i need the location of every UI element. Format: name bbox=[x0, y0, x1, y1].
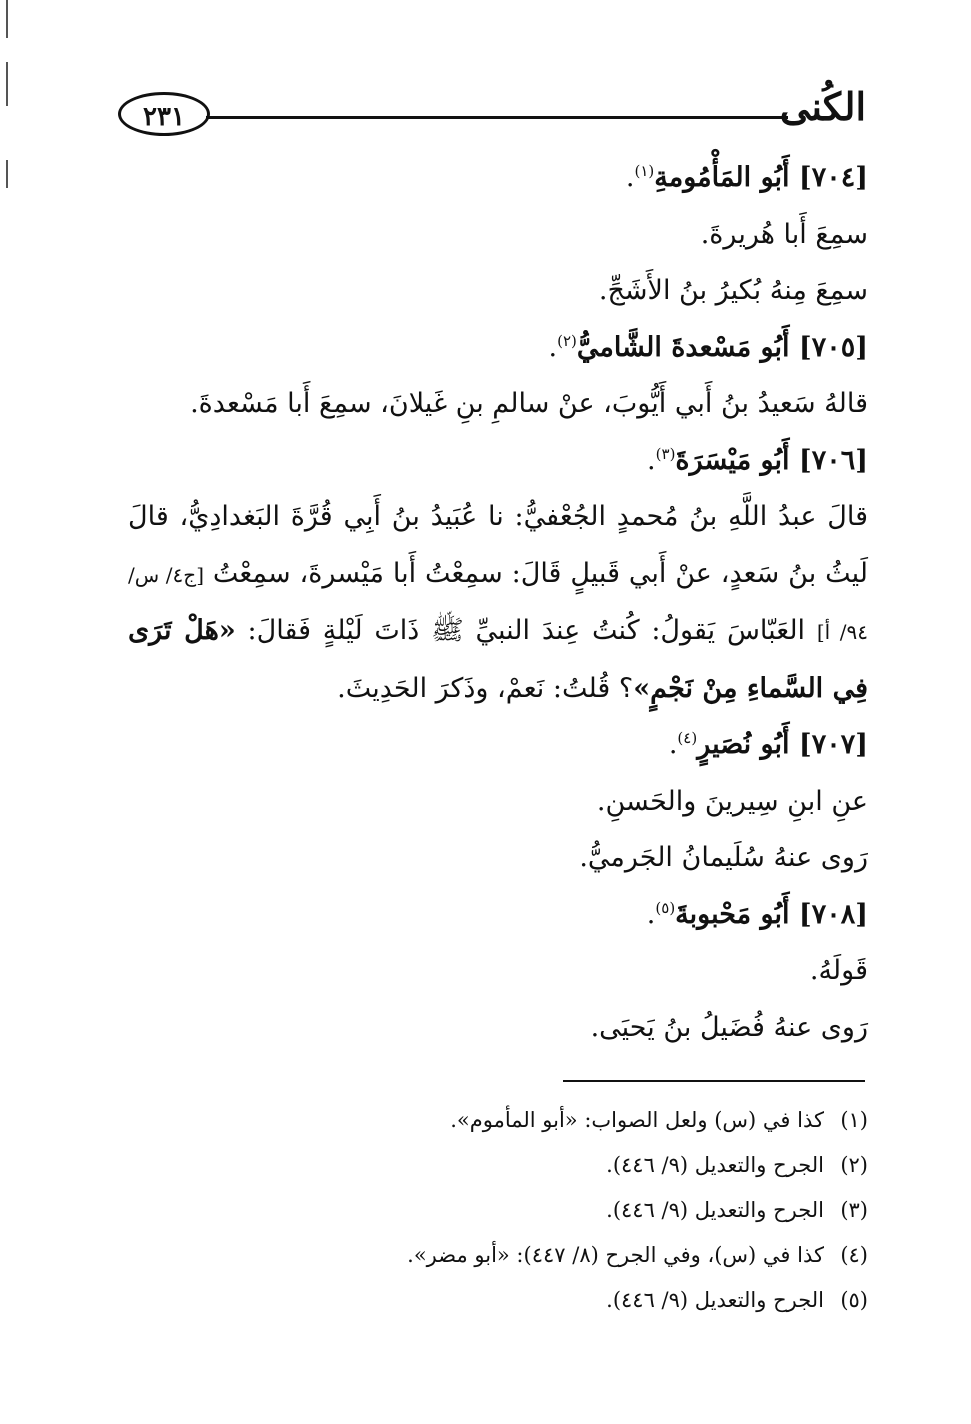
punctuation: . bbox=[647, 444, 656, 476]
narration-paragraph bbox=[128, 489, 868, 717]
text-line: سمِعَ أَبا هُريرةَ. bbox=[700, 218, 868, 250]
text-line: عنِ ابنِ سِيرينَ والحَسنِ. bbox=[596, 785, 868, 817]
entry-heading: [٧٠٨] أَبُو مَحْبوبةَ bbox=[675, 898, 868, 930]
footnote bbox=[200, 1143, 868, 1188]
entry-heading: [٧٠٥] أَبُو مَسْعدةَ الشَّاميُّ bbox=[576, 331, 868, 363]
manuscript-ref: [ج٤/ س/ ٩٤/ أ] bbox=[128, 562, 868, 644]
text-line: سمِعَ مِنهُ بُكيرُ بنُ الأَشَجِّ. bbox=[598, 275, 868, 306]
footnote-ref: (٥) bbox=[655, 898, 676, 917]
header-rule bbox=[206, 116, 788, 119]
footnote-ref: (٣) bbox=[655, 444, 676, 463]
footnote bbox=[200, 1233, 868, 1278]
text-line: رَوى عنهُ فُضَيلُ بنُ يَحيَى. bbox=[590, 1011, 868, 1043]
footnote-ref: (٢) bbox=[557, 331, 577, 350]
footnote-number: (١) bbox=[840, 1108, 868, 1132]
entry-708 bbox=[128, 887, 868, 944]
narration-text: ؟ قُلتُ: نَعمْ، وذَكرَ الحَدِيثَ. bbox=[337, 672, 634, 704]
text-line: قَولَهُ. bbox=[809, 955, 868, 986]
footnote-number: (٣) bbox=[840, 1198, 868, 1222]
footnote-text: الجرح والتعديل (٩/ ٤٤٦). bbox=[606, 1288, 824, 1312]
scan-edge-mark bbox=[6, 62, 8, 106]
page-header bbox=[118, 82, 866, 148]
entry-heading: [٧٠٦] أَبُو مَيْسَرَةَ bbox=[675, 444, 868, 476]
entry-heading: [٧٠٧] أَبُو نُصَيرٍ bbox=[697, 729, 868, 760]
footnote-text: الجرح والتعديل (٩/ ٤٤٦). bbox=[606, 1153, 824, 1177]
main-text bbox=[128, 150, 868, 1056]
footnote bbox=[200, 1278, 868, 1323]
footnote-number: (٢) bbox=[840, 1153, 868, 1177]
running-title: الكُنى bbox=[779, 84, 866, 129]
page-number: ٢٣١ bbox=[118, 92, 210, 136]
footnote-number: (٥) bbox=[840, 1288, 868, 1312]
punctuation: . bbox=[548, 331, 558, 363]
footnotes bbox=[200, 1098, 868, 1323]
footnote-ref: (٤) bbox=[677, 729, 698, 747]
entry-heading: [٧٠٤] أَبُو المَأْمُومةِ bbox=[654, 162, 868, 193]
footnote-text: كذا في (س)، وفي الجرح (٨/ ٤٤٧): «أبو مضر». bbox=[407, 1243, 824, 1267]
scan-edge-mark bbox=[6, 0, 8, 38]
entry-704 bbox=[128, 150, 868, 207]
footnote-text: كذا في (س) ولعل الصواب: «أبو المأموم». bbox=[450, 1108, 824, 1132]
narration-text: قالَ عبدُ اللَّهِ بنُ مُحمدٍ الجُعْفيُّ: نا عُبَيدُ بنُ أَبِي قُرَّةَ البَغدادِيُّ، قالَ لَيثُ بنُ سَعدٍ، عنْ أَبي قَبيلٍ قَالَ: سمِعْتُ أَبا مَيْسرةَ، سمِعْتُ bbox=[128, 501, 868, 589]
narration-text: العَبّاسَ يَقولُ: كُنتُ عِندَ النبيِّ ﷺ ذَاتَ لَيْلةٍ فَقالَ: bbox=[247, 615, 806, 646]
entry-705 bbox=[128, 320, 868, 377]
footnote-number: (٤) bbox=[840, 1243, 868, 1267]
entry-706 bbox=[128, 433, 868, 490]
scan-edge-mark bbox=[6, 160, 8, 188]
footnote-text: الجرح والتعديل (٩/ ٤٤٦). bbox=[606, 1198, 824, 1222]
punctuation: . bbox=[668, 729, 678, 760]
footnote bbox=[200, 1188, 868, 1233]
text-line: رَوى عنهُ سُلَيمانُ الجَرميُّ. bbox=[579, 842, 868, 873]
punctuation: . bbox=[646, 898, 656, 930]
punctuation: . bbox=[625, 162, 635, 193]
footnote-ref: (١) bbox=[634, 162, 655, 180]
footnote bbox=[200, 1098, 868, 1143]
hadith-quote: «هَلْ تَرَى فِي السَّماءِ مِنْ نَجْمٍ» bbox=[128, 615, 868, 704]
text-line: قالهُ سَعيدُ بنُ أَبي أَيُّوبَ، عنْ سالمِ بنِ غَيلانَ، سمِعَ أَبا مَسْعدةَ. bbox=[190, 388, 868, 419]
entry-707 bbox=[128, 717, 868, 774]
footnote-separator bbox=[563, 1080, 865, 1082]
